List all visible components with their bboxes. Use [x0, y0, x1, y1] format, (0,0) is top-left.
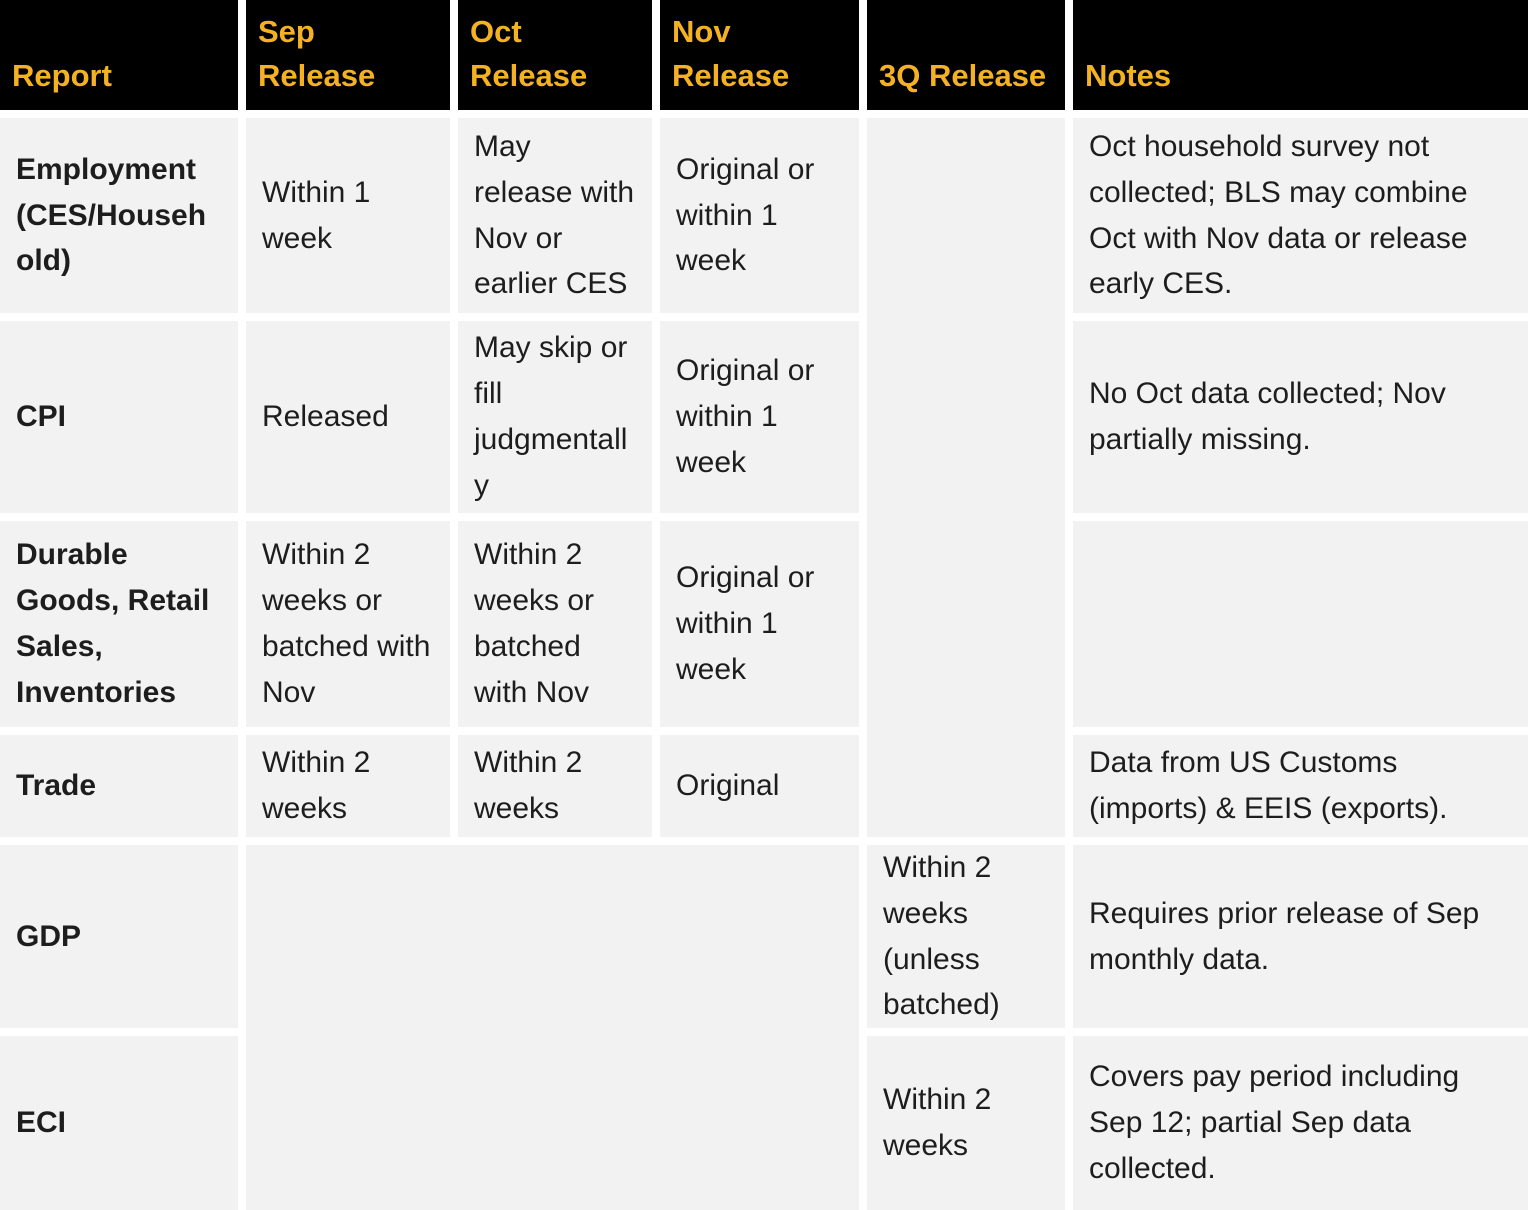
cell-durable-notes-empty	[1073, 521, 1528, 727]
cell-months-merged-empty	[246, 845, 859, 1210]
cell-employment-report: Employment (CES/Household)	[0, 118, 238, 313]
cell-employment-sep: Within 1 week	[246, 118, 450, 313]
header-oct-release	[458, 0, 652, 110]
cell-eci-3q: Within 2 weeks	[867, 1036, 1065, 1210]
cell-durable-sep: Within 2 weeks or batched with Nov	[246, 521, 450, 727]
header-sep-release	[246, 0, 450, 110]
cell-employment-nov: Original or within 1 week	[660, 118, 859, 313]
header-nov-release-label: Nov Release	[672, 13, 790, 93]
header-report: Report	[0, 0, 238, 110]
cell-trade-oct: Within 2 weeks	[458, 735, 652, 837]
cell-employment-oct: May release with Nov or earlier CES	[458, 118, 652, 313]
header-sep-release-label: Sep Release	[258, 13, 376, 93]
cell-trade-notes: Data from US Customs (imports) & EEIS (exports).	[1073, 735, 1528, 837]
cell-trade-sep: Within 2 weeks	[246, 735, 450, 837]
cell-durable-report: Durable Goods, Retail Sales, Inventories	[0, 521, 238, 727]
cell-3q-merged-empty	[867, 118, 1065, 837]
cell-cpi-nov: Original or within 1 week	[660, 321, 859, 513]
cell-durable-oct: Within 2 weeks or batched with Nov	[458, 521, 652, 727]
cell-employment-notes: Oct household survey not collected; BLS may combine Oct with Nov data or release early CES.	[1073, 118, 1528, 313]
header-notes: Notes	[1073, 0, 1528, 110]
cell-cpi-sep: Released	[246, 321, 450, 513]
cell-trade-report: Trade	[0, 735, 238, 837]
cell-cpi-notes: No Oct data collected; Nov partially missing.	[1073, 321, 1528, 513]
cell-gdp-notes: Requires prior release of Sep monthly data.	[1073, 845, 1528, 1028]
cell-gdp-3q: Within 2 weeks (unless batched)	[867, 845, 1065, 1028]
cell-eci-notes: Covers pay period including Sep 12; partial Sep data collected.	[1073, 1036, 1528, 1210]
cell-eci-report: ECI	[0, 1036, 238, 1210]
header-nov-release	[660, 0, 859, 110]
header-oct-release-label: Oct Release	[470, 13, 588, 93]
header-3q-release: 3Q Release	[867, 0, 1065, 110]
cell-cpi-oct: May skip or fill judgmentally	[458, 321, 652, 513]
cell-cpi-report: CPI	[0, 321, 238, 513]
cell-gdp-report: GDP	[0, 845, 238, 1028]
cell-trade-nov: Original	[660, 735, 859, 837]
cell-durable-nov: Original or within 1 week	[660, 521, 859, 727]
